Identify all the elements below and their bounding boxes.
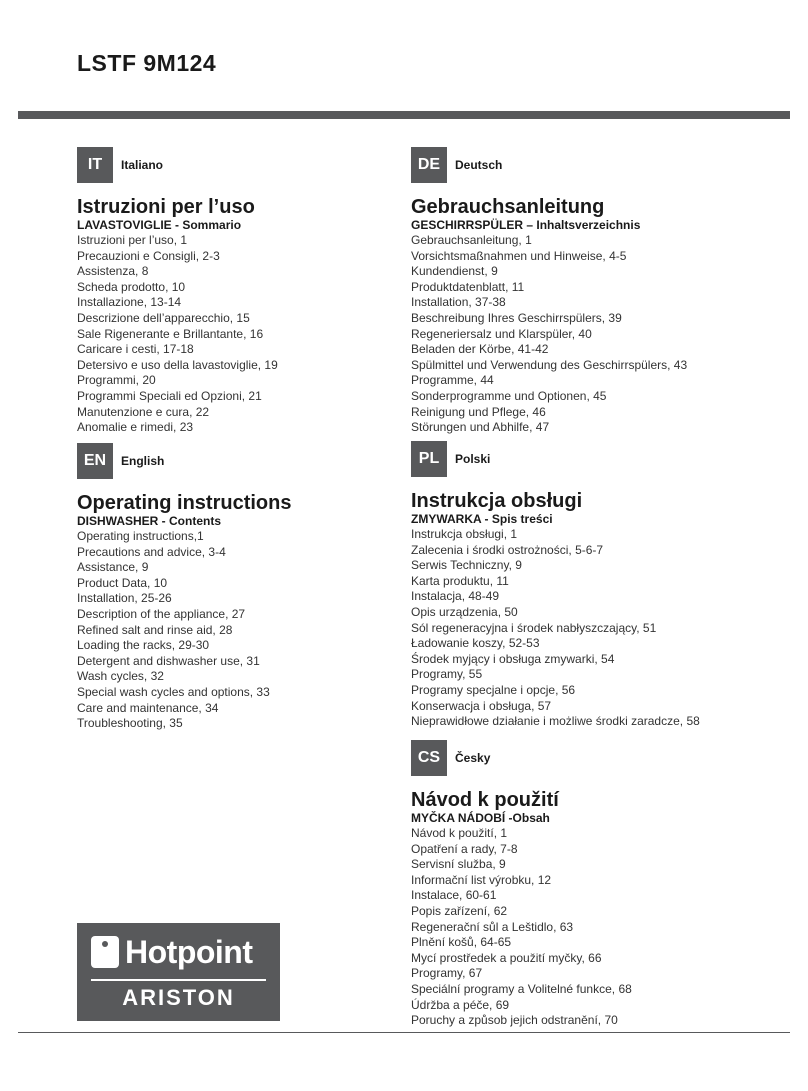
toc-item: Plnění košů, 64-65 xyxy=(411,935,512,950)
section-subtitle: MYČKA NÁDOBÍ -Obsah xyxy=(411,811,550,825)
section-title: Návod k použití xyxy=(411,789,559,811)
toc-item: Servisní služba, 9 xyxy=(411,857,506,872)
toc-item: Precauzioni e Consigli, 2-3 xyxy=(77,248,220,263)
toc-item: Precautions and advice, 3-4 xyxy=(77,544,226,559)
toc-item: Instalacja, 48-49 xyxy=(411,589,500,604)
hotpoint-mark-icon xyxy=(91,936,119,968)
toc-item: Manutenzione e cura, 22 xyxy=(77,404,210,419)
toc-item: Sól regeneracyjna i środek nabłyszczający, 51 xyxy=(411,620,657,635)
logo-brand-sub: ARISTON xyxy=(122,985,235,1010)
toc-item: Beschreibung Ihres Geschirrspülers, 39 xyxy=(411,310,622,325)
toc-item: Programy, 55 xyxy=(411,667,483,682)
toc-item: Karta produktu, 11 xyxy=(411,573,509,588)
toc-item: Instalace, 60-61 xyxy=(411,888,497,903)
logo-divider xyxy=(91,979,266,981)
language-name: English xyxy=(121,454,165,468)
toc-item: Środek myjący i obsługa zmywarki, 54 xyxy=(411,651,615,666)
language-code-badge: EN xyxy=(77,443,113,479)
table-of-contents xyxy=(77,233,407,436)
toc-item: Zalecenia i środki ostrożności, 5-6-7 xyxy=(411,542,604,557)
toc-item: Störungen und Abhilfe, 47 xyxy=(411,420,550,435)
toc-item: Sale Rigenerante e Brillantante, 16 xyxy=(77,326,264,341)
toc-item: Údržba a péče, 69 xyxy=(411,997,510,1012)
toc-item: Opis urządzenia, 50 xyxy=(411,604,518,619)
toc-item: Assistance, 9 xyxy=(77,560,149,575)
toc-item: Programmi, 20 xyxy=(77,373,156,388)
table-of-contents xyxy=(77,529,407,732)
toc-item: Regenerační sůl a Leštidlo, 63 xyxy=(411,919,574,934)
toc-item: Programy, 67 xyxy=(411,966,483,981)
language-name: Polski xyxy=(455,452,491,466)
hotpoint-ariston-logo xyxy=(77,923,280,1021)
toc-item: Speciální programy a Volitelné funkce, 68 xyxy=(411,981,632,996)
language-header xyxy=(77,443,407,479)
section-cesky xyxy=(411,740,741,1029)
toc-item: Loading the racks, 29-30 xyxy=(77,638,210,653)
logo-top-row xyxy=(91,934,253,970)
toc-item: Operating instructions,1 xyxy=(77,529,204,543)
toc-item: Description of the appliance, 27 xyxy=(77,606,246,621)
toc-item: Detergent and dishwasher use, 31 xyxy=(77,653,260,668)
language-code-badge: DE xyxy=(411,147,447,183)
language-header xyxy=(411,441,741,477)
toc-item: Installation, 37-38 xyxy=(411,295,506,310)
language-header xyxy=(411,740,741,776)
section-italiano xyxy=(77,147,407,436)
toc-item: Konserwacja i obsługa, 57 xyxy=(411,698,552,713)
toc-item: Beladen der Körbe, 41-42 xyxy=(411,342,549,357)
model-title: LSTF 9M124 xyxy=(77,50,217,76)
toc-item: Caricare i cesti, 17-18 xyxy=(77,342,194,357)
toc-item: Reinigung und Pflege, 46 xyxy=(411,404,546,419)
toc-item: Vorsichtsmaßnahmen und Hinweise, 4-5 xyxy=(411,248,627,263)
toc-item: Kundendienst, 9 xyxy=(411,264,498,279)
toc-item: Nieprawidłowe działanie i możliwe środki zaradcze, 58 xyxy=(411,714,700,729)
logo-brand-name: Hotpoint xyxy=(125,934,253,970)
toc-item: Wash cycles, 32 xyxy=(77,669,164,684)
toc-item: Istruzioni per l’uso, 1 xyxy=(77,233,188,247)
section-title: Gebrauchsanleitung xyxy=(411,196,605,218)
toc-item: Návod k použití, 1 xyxy=(411,826,508,840)
language-header xyxy=(411,147,741,183)
table-of-contents xyxy=(411,527,741,730)
section-subtitle: DISHWASHER - Contents xyxy=(77,514,221,528)
toc-item: Ładowanie koszy, 52-53 xyxy=(411,636,540,651)
toc-item: Anomalie e rimedi, 23 xyxy=(77,420,194,435)
toc-item: Produktdatenblatt, 11 xyxy=(411,279,525,294)
section-deutsch xyxy=(411,147,741,436)
section-title: Instrukcja obsługi xyxy=(411,490,583,512)
toc-item: Assistenza, 8 xyxy=(77,264,149,279)
language-code-badge: CS xyxy=(411,740,447,776)
toc-item: Regeneriersalz und Klarspüler, 40 xyxy=(411,326,592,341)
language-name: Deutsch xyxy=(455,158,503,172)
toc-item: Opatření a rady, 7-8 xyxy=(411,841,518,856)
table-of-contents xyxy=(411,826,741,1029)
toc-item: Informační list výrobku, 12 xyxy=(411,872,552,887)
toc-item: Programy specjalne i opcje, 56 xyxy=(411,682,576,697)
toc-item: Product Data, 10 xyxy=(77,575,168,590)
top-divider xyxy=(18,111,790,119)
toc-item: Refined salt and rinse aid, 28 xyxy=(77,622,233,637)
language-name: Česky xyxy=(455,751,491,765)
section-english xyxy=(77,443,407,732)
table-of-contents xyxy=(411,233,741,436)
toc-item: Serwis Techniczny, 9 xyxy=(411,558,522,573)
toc-item: Popis zařízení, 62 xyxy=(411,903,508,918)
toc-item: Spülmittel und Verwendung des Geschirrspülers, 43 xyxy=(411,357,688,372)
toc-item: Detersivo e uso della lavastoviglie, 19 xyxy=(77,357,278,372)
section-title: Istruzioni per l’uso xyxy=(77,196,255,218)
toc-item: Programme, 44 xyxy=(411,373,494,388)
toc-item: Poruchy a způsob jejich odstranění, 70 xyxy=(411,1013,618,1028)
language-name: Italiano xyxy=(121,158,164,172)
toc-item: Mycí prostředek a použití myčky, 66 xyxy=(411,950,602,965)
language-code-badge: IT xyxy=(77,147,113,183)
bottom-divider xyxy=(18,1032,790,1033)
toc-item: Scheda prodotto, 10 xyxy=(77,279,186,294)
language-code-badge: PL xyxy=(411,441,447,477)
section-title: Operating instructions xyxy=(77,492,292,514)
toc-item: Care and maintenance, 34 xyxy=(77,700,219,715)
section-subtitle: LAVASTOVIGLIE - Sommario xyxy=(77,218,242,232)
section-subtitle: ZMYWARKA - Spis treści xyxy=(411,512,553,526)
toc-item: Installation, 25-26 xyxy=(77,591,172,606)
toc-item: Descrizione dell’apparecchio, 15 xyxy=(77,310,250,325)
toc-item: Instrukcja obsługi, 1 xyxy=(411,527,518,541)
language-header xyxy=(77,147,407,183)
toc-item: Gebrauchsanleitung, 1 xyxy=(411,233,532,247)
toc-item: Installazione, 13-14 xyxy=(77,295,182,310)
toc-item: Troubleshooting, 35 xyxy=(77,716,183,731)
toc-item: Sonderprogramme und Optionen, 45 xyxy=(411,388,607,403)
toc-item: Special wash cycles and options, 33 xyxy=(77,684,270,699)
section-polski xyxy=(411,441,741,730)
toc-item: Programmi Speciali ed Opzioni, 21 xyxy=(77,388,262,403)
section-subtitle: GESCHIRRSPÜLER – Inhaltsverzeichnis xyxy=(411,218,641,232)
